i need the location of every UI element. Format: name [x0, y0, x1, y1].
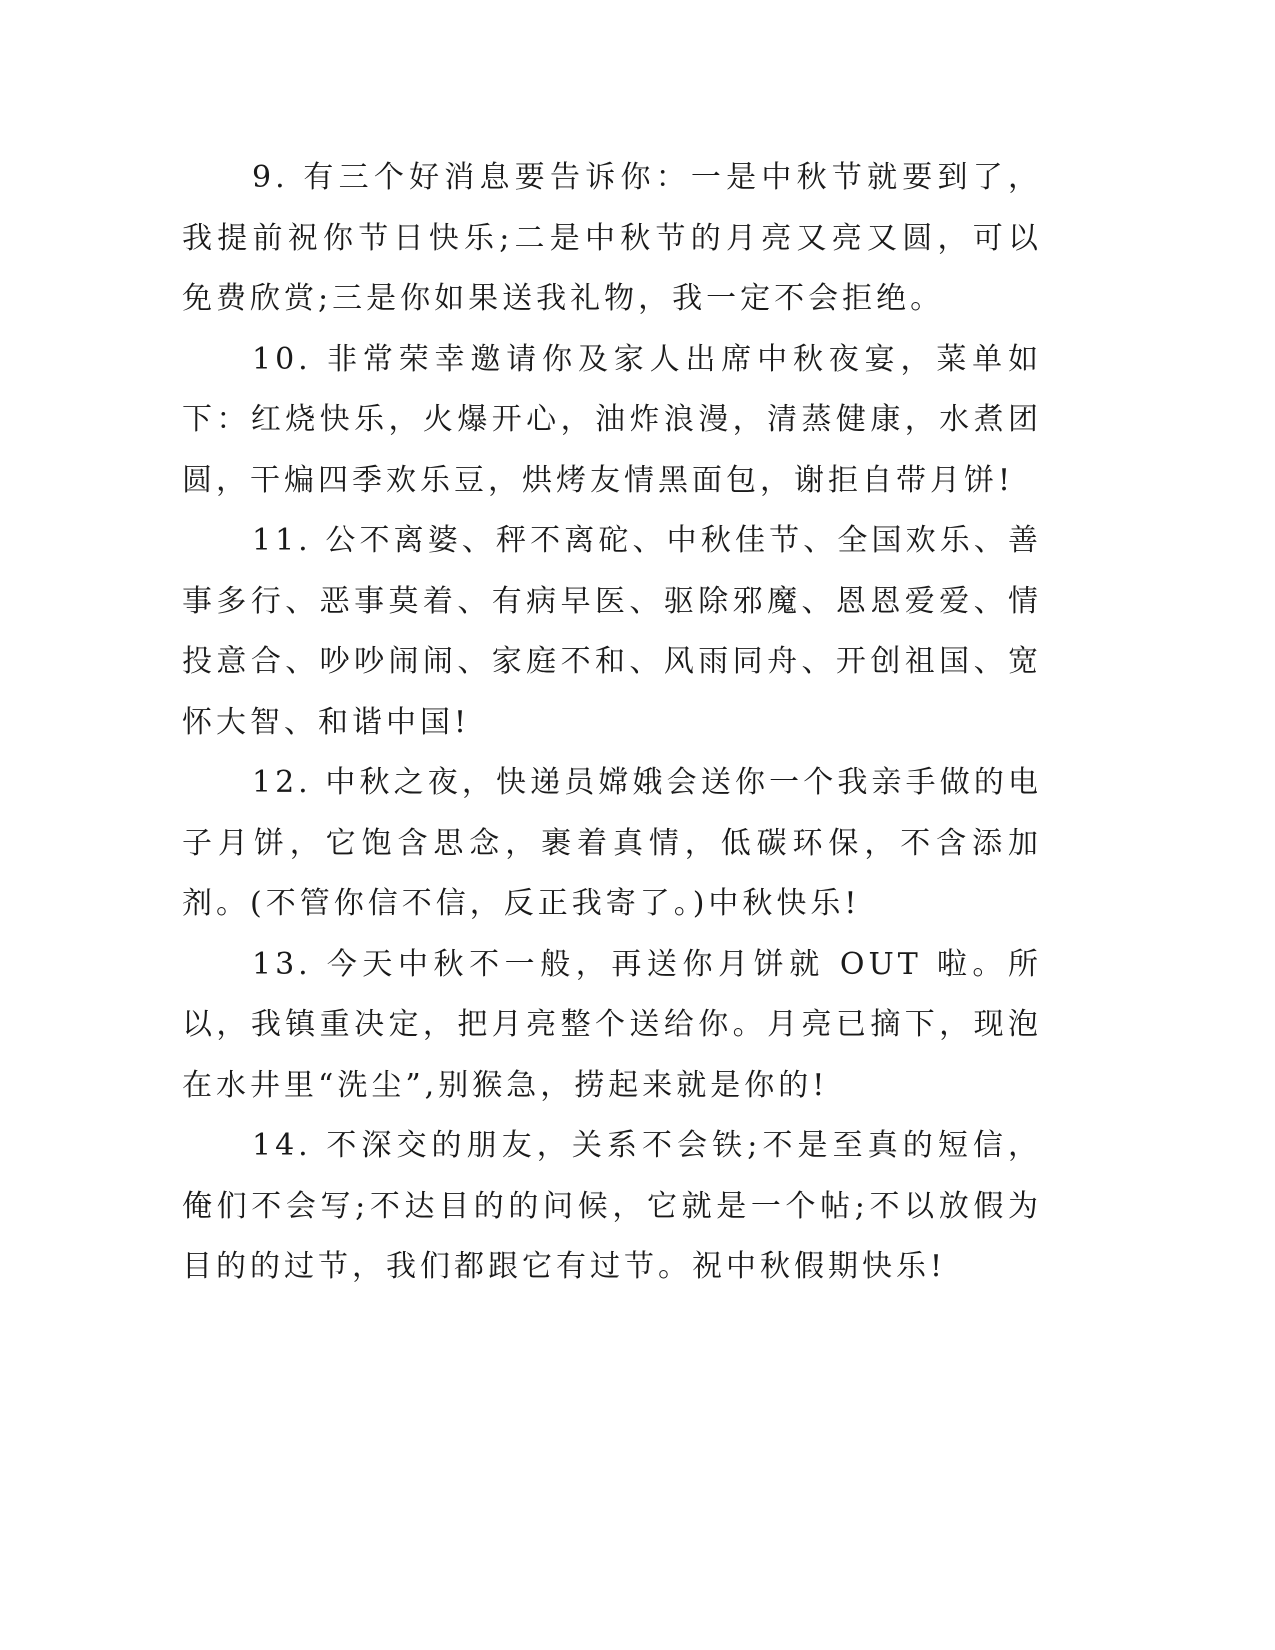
paragraph-11: 11. 公不离婆、秤不离砣、中秋佳节、全国欢乐、善事多行、恶事莫着、有病早医、驱除邪魔、恩恩爱爱、情投意合、吵吵闹闹、家庭不和、风雨同舟、开创祖国、宽怀大智、和谐中国! — [182, 523, 1042, 740]
paragraph-12: 12. 中秋之夜，快递员嫦娥会送你一个我亲手做的电子月饼，它饱含思念，裹着真情，低碳环保，不含添加剂。(不管你信不信，反正我寄了。)中秋快乐! — [182, 765, 1042, 921]
paragraph-9: 9. 有三个好消息要告诉你：一是中秋节就要到了，我提前祝你节日快乐;二是中秋节的月亮又亮又圆，可以免费欣赏;三是你如果送我礼物，我一定不会拒绝。 — [182, 160, 1042, 316]
paragraph-14: 14. 不深交的朋友，关系不会铁;不是至真的短信，俺们不会写;不达目的的问候，它就是一个帖;不以放假为目的的过节，我们都跟它有过节。祝中秋假期快乐! — [182, 1128, 1042, 1284]
paragraph-10: 10. 非常荣幸邀请你及家人出席中秋夜宴，菜单如下：红烧快乐，火爆开心，油炸浪漫，清蒸健康，水煮团圆，干煸四季欢乐豆，烘烤友情黑面包，谢拒自带月饼! — [182, 341, 1042, 498]
paragraph-13: 13. 今天中秋不一般，再送你月饼就 OUT 啦。所以，我镇重决定，把月亮整个送给你。月亮已摘下，现泡在水井里“洗尘”,别猴急，捞起来就是你的! — [182, 946, 1042, 1103]
document-body — [182, 148, 1042, 1298]
